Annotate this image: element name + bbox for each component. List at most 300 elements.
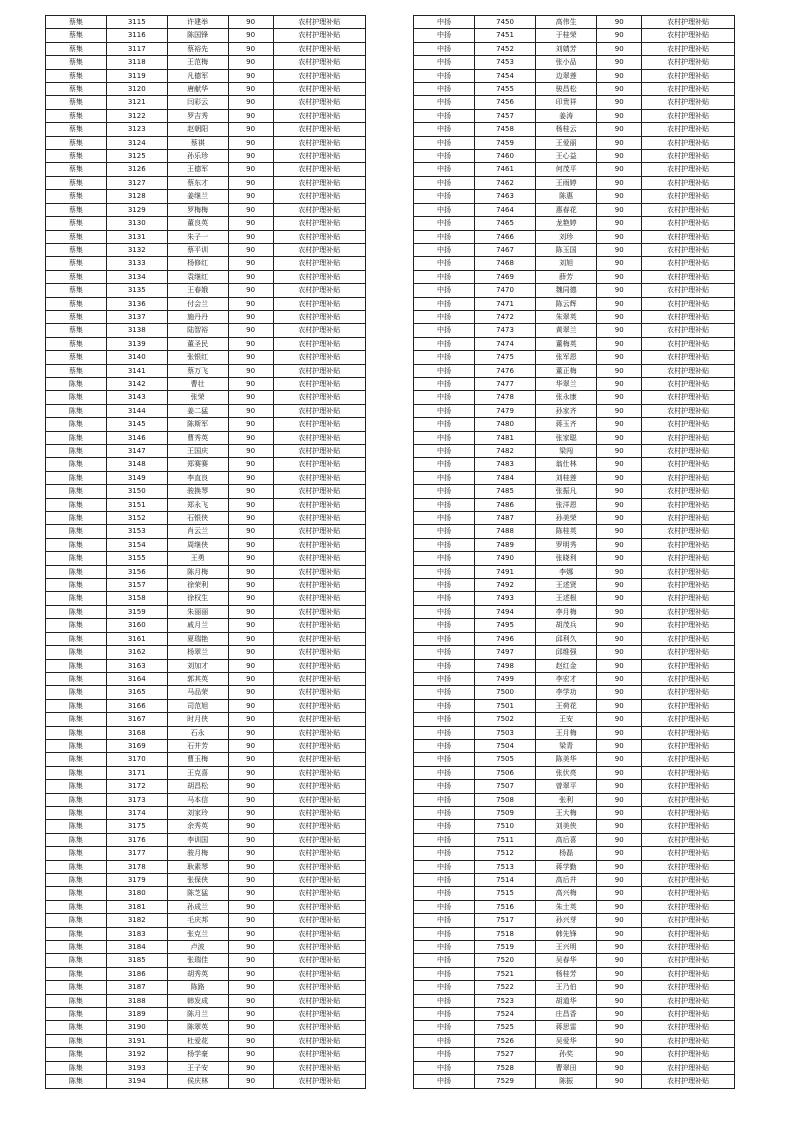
serial-number-cell: 7488 [475, 525, 536, 538]
amount-cell: 90 [228, 686, 273, 699]
town-cell: 陈集 [46, 753, 107, 766]
table-row [414, 525, 735, 538]
subsidy-type-cell: 农村护理补贴 [273, 726, 365, 739]
town-cell: 陈集 [46, 739, 107, 752]
town-cell: 蔡集 [46, 16, 107, 29]
table-row [414, 377, 735, 390]
subsidy-type-cell: 农村护理补贴 [642, 458, 735, 471]
recipient-name-cell: 孙成兰 [167, 900, 228, 913]
subsidy-type-cell: 农村护理补贴 [642, 431, 735, 444]
town-cell: 蔡集 [46, 270, 107, 283]
recipient-name-cell: 陈国锋 [167, 29, 228, 42]
table-row [414, 605, 735, 618]
amount-cell: 90 [228, 270, 273, 283]
town-cell: 中扬 [414, 337, 475, 350]
recipient-name-cell: 李娜 [536, 565, 597, 578]
recipient-name-cell: 蔡东才 [167, 176, 228, 189]
recipient-name-cell: 张永康 [536, 391, 597, 404]
amount-cell: 90 [228, 96, 273, 109]
amount-cell: 90 [228, 941, 273, 954]
subsidy-type-cell: 农村护理补贴 [642, 820, 735, 833]
subsidy-type-cell: 农村护理补贴 [642, 270, 735, 283]
recipient-name-cell: 刘珍 [536, 230, 597, 243]
subsidy-type-cell: 农村护理补贴 [273, 83, 365, 96]
recipient-name-cell: 施丹丹 [167, 310, 228, 323]
recipient-name-cell: 王安 [536, 713, 597, 726]
subsidy-type-cell: 农村护理补贴 [642, 471, 735, 484]
subsidy-type-cell: 农村护理补贴 [642, 1034, 735, 1047]
amount-cell: 90 [228, 565, 273, 578]
town-cell: 蔡集 [46, 150, 107, 163]
serial-number-cell: 7489 [475, 538, 536, 551]
amount-cell: 90 [228, 632, 273, 645]
town-cell: 蔡集 [46, 123, 107, 136]
subsidy-type-cell: 农村护理补贴 [273, 739, 365, 752]
table-row [414, 485, 735, 498]
table-row [46, 163, 366, 176]
town-cell: 中扬 [414, 927, 475, 940]
town-cell: 陈集 [46, 941, 107, 954]
amount-cell: 90 [228, 418, 273, 431]
table-row [46, 16, 366, 29]
serial-number-cell: 3131 [106, 230, 167, 243]
amount-cell: 90 [228, 552, 273, 565]
serial-number-cell: 3188 [106, 994, 167, 1007]
recipient-name-cell: 陈美华 [536, 753, 597, 766]
serial-number-cell: 7473 [475, 324, 536, 337]
table-row [46, 69, 366, 82]
serial-number-cell: 7516 [475, 900, 536, 913]
serial-number-cell: 7456 [475, 96, 536, 109]
town-cell: 中扬 [414, 418, 475, 431]
serial-number-cell: 7513 [475, 860, 536, 873]
serial-number-cell: 7468 [475, 257, 536, 270]
subsidy-type-cell: 农村护理补贴 [642, 1048, 735, 1061]
town-cell: 中扬 [414, 1075, 475, 1088]
recipient-name-cell: 杨修红 [167, 257, 228, 270]
table-row [46, 941, 366, 954]
table-row [46, 967, 366, 980]
amount-cell: 90 [597, 967, 642, 980]
amount-cell: 90 [597, 619, 642, 632]
recipient-name-cell: 李训国 [167, 833, 228, 846]
amount-cell: 90 [228, 699, 273, 712]
amount-cell: 90 [597, 150, 642, 163]
amount-cell: 90 [228, 190, 273, 203]
serial-number-cell: 3151 [106, 498, 167, 511]
subsidy-type-cell: 农村护理补贴 [273, 1008, 365, 1021]
recipient-name-cell: 朱士英 [536, 900, 597, 913]
subsidy-type-cell: 农村护理补贴 [642, 230, 735, 243]
recipient-name-cell: 骏换琴 [167, 485, 228, 498]
recipient-name-cell: 赵红金 [536, 659, 597, 672]
table-row [414, 217, 735, 230]
amount-cell: 90 [597, 874, 642, 887]
amount-cell: 90 [597, 485, 642, 498]
recipient-name-cell: 刘桂莲 [536, 471, 597, 484]
table-row [46, 833, 366, 846]
recipient-name-cell: 杨翠兰 [167, 646, 228, 659]
recipient-name-cell: 郭其英 [167, 672, 228, 685]
recipient-name-cell: 骏月梅 [167, 847, 228, 860]
serial-number-cell: 3140 [106, 351, 167, 364]
amount-cell: 90 [597, 418, 642, 431]
subsidy-type-cell: 农村护理补贴 [642, 525, 735, 538]
town-cell: 中扬 [414, 672, 475, 685]
serial-number-cell: 7474 [475, 337, 536, 350]
table-row [46, 243, 366, 256]
serial-number-cell: 3139 [106, 337, 167, 350]
serial-number-cell: 7518 [475, 927, 536, 940]
amount-cell: 90 [597, 404, 642, 417]
table-row [414, 512, 735, 525]
town-cell: 陈集 [46, 860, 107, 873]
subsidy-type-cell: 农村护理补贴 [642, 1061, 735, 1074]
serial-number-cell: 3175 [106, 820, 167, 833]
amount-cell: 90 [228, 310, 273, 323]
amount-cell: 90 [228, 874, 273, 887]
town-cell: 中扬 [414, 176, 475, 189]
amount-cell: 90 [597, 270, 642, 283]
amount-cell: 90 [228, 431, 273, 444]
recipient-name-cell: 边翠莲 [536, 69, 597, 82]
recipient-name-cell: 刘家玲 [167, 806, 228, 819]
subsidy-type-cell: 农村护理补贴 [642, 1075, 735, 1088]
table-row [46, 954, 366, 967]
subsidy-type-cell: 农村护理补贴 [273, 994, 365, 1007]
serial-number-cell: 3164 [106, 672, 167, 685]
serial-number-cell: 7510 [475, 820, 536, 833]
serial-number-cell: 7517 [475, 914, 536, 927]
serial-number-cell: 7491 [475, 565, 536, 578]
recipient-name-cell: 蒋思雷 [536, 1021, 597, 1034]
serial-number-cell: 3173 [106, 793, 167, 806]
town-cell: 中扬 [414, 351, 475, 364]
recipient-name-cell: 骏昌松 [536, 83, 597, 96]
subsidy-type-cell: 农村护理补贴 [273, 793, 365, 806]
town-cell: 中扬 [414, 83, 475, 96]
town-cell: 蔡集 [46, 29, 107, 42]
subsidy-type-cell: 农村护理补贴 [642, 780, 735, 793]
serial-number-cell: 3161 [106, 632, 167, 645]
recipient-name-cell: 董圣民 [167, 337, 228, 350]
serial-number-cell: 3171 [106, 766, 167, 779]
table-row [414, 1021, 735, 1034]
serial-number-cell: 3194 [106, 1075, 167, 1088]
serial-number-cell: 7471 [475, 297, 536, 310]
subsidy-type-cell: 农村护理补贴 [642, 83, 735, 96]
amount-cell: 90 [228, 404, 273, 417]
town-cell: 陈集 [46, 538, 107, 551]
subsidy-type-cell: 农村护理补贴 [273, 753, 365, 766]
table-row [414, 646, 735, 659]
subsidy-type-cell: 农村护理补贴 [273, 136, 365, 149]
table-row [46, 1061, 366, 1074]
table-row [46, 445, 366, 458]
serial-number-cell: 3145 [106, 418, 167, 431]
town-cell: 陈集 [46, 699, 107, 712]
subsidy-type-cell: 农村护理补贴 [273, 1061, 365, 1074]
amount-cell: 90 [228, 538, 273, 551]
serial-number-cell: 3141 [106, 364, 167, 377]
town-cell: 陈集 [46, 967, 107, 980]
amount-cell: 90 [228, 793, 273, 806]
serial-number-cell: 7480 [475, 418, 536, 431]
amount-cell: 90 [597, 900, 642, 913]
recipient-name-cell: 罗明秀 [536, 538, 597, 551]
recipient-name-cell: 司范旭 [167, 699, 228, 712]
table-row [414, 726, 735, 739]
serial-number-cell: 7495 [475, 619, 536, 632]
table-row [414, 123, 735, 136]
amount-cell: 90 [228, 458, 273, 471]
table-row [414, 793, 735, 806]
serial-number-cell: 7465 [475, 217, 536, 230]
serial-number-cell: 7462 [475, 176, 536, 189]
table-row [46, 377, 366, 390]
town-cell: 中扬 [414, 686, 475, 699]
recipient-name-cell: 王勇 [167, 552, 228, 565]
table-row [46, 860, 366, 873]
recipient-name-cell: 张洋恩 [536, 498, 597, 511]
amount-cell: 90 [228, 337, 273, 350]
recipient-name-cell: 袁继红 [167, 270, 228, 283]
town-cell: 蔡集 [46, 364, 107, 377]
amount-cell: 90 [228, 297, 273, 310]
town-cell: 陈集 [46, 981, 107, 994]
table-row [46, 431, 366, 444]
recipient-name-cell: 高兴梅 [536, 887, 597, 900]
subsidy-type-cell: 农村护理补贴 [273, 525, 365, 538]
town-cell: 陈集 [46, 431, 107, 444]
serial-number-cell: 3189 [106, 1008, 167, 1021]
amount-cell: 90 [597, 941, 642, 954]
serial-number-cell: 7524 [475, 1008, 536, 1021]
serial-number-cell: 3137 [106, 310, 167, 323]
recipient-name-cell: 王乃伯 [536, 981, 597, 994]
town-cell: 陈集 [46, 887, 107, 900]
table-row [414, 270, 735, 283]
serial-number-cell: 3192 [106, 1048, 167, 1061]
amount-cell: 90 [597, 994, 642, 1007]
town-cell: 中扬 [414, 739, 475, 752]
table-row [414, 391, 735, 404]
town-cell: 中扬 [414, 377, 475, 390]
amount-cell: 90 [228, 766, 273, 779]
serial-number-cell: 3177 [106, 847, 167, 860]
recipient-name-cell: 杨磊 [536, 847, 597, 860]
amount-cell: 90 [228, 16, 273, 29]
table-row [414, 659, 735, 672]
recipient-name-cell: 黄翠兰 [536, 324, 597, 337]
town-cell: 中扬 [414, 69, 475, 82]
subsidy-type-cell: 农村护理补贴 [273, 887, 365, 900]
serial-number-cell: 7453 [475, 56, 536, 69]
subsidy-type-cell: 农村护理补贴 [642, 324, 735, 337]
recipient-name-cell: 胡道华 [536, 994, 597, 1007]
serial-number-cell: 7503 [475, 726, 536, 739]
serial-number-cell: 3146 [106, 431, 167, 444]
subsidy-type-cell: 农村护理补贴 [642, 739, 735, 752]
serial-number-cell: 3142 [106, 377, 167, 390]
recipient-name-cell: 陈云辉 [536, 297, 597, 310]
recipient-name-cell: 周继侠 [167, 538, 228, 551]
recipient-name-cell: 张晓利 [536, 552, 597, 565]
serial-number-cell: 7494 [475, 605, 536, 618]
town-cell: 蔡集 [46, 203, 107, 216]
serial-number-cell: 3138 [106, 324, 167, 337]
subsidy-type-cell: 农村护理补贴 [642, 284, 735, 297]
table-row [46, 29, 366, 42]
table-row [46, 766, 366, 779]
amount-cell: 90 [228, 713, 273, 726]
amount-cell: 90 [597, 96, 642, 109]
town-cell: 中扬 [414, 592, 475, 605]
table-row [414, 310, 735, 323]
amount-cell: 90 [597, 445, 642, 458]
table-row [414, 766, 735, 779]
recipient-name-cell: 徐荣利 [167, 579, 228, 592]
table-row [414, 565, 735, 578]
town-cell: 陈集 [46, 994, 107, 1007]
serial-number-cell: 7499 [475, 672, 536, 685]
town-cell: 陈集 [46, 471, 107, 484]
subsidy-type-cell: 农村护理补贴 [642, 900, 735, 913]
table-row [46, 324, 366, 337]
town-cell: 陈集 [46, 766, 107, 779]
serial-number-cell: 7509 [475, 806, 536, 819]
subsidy-type-cell: 农村护理补贴 [642, 592, 735, 605]
town-cell: 中扬 [414, 404, 475, 417]
subsidy-type-cell: 农村护理补贴 [273, 646, 365, 659]
serial-number-cell: 7490 [475, 552, 536, 565]
town-cell: 蔡集 [46, 176, 107, 189]
table-row [46, 820, 366, 833]
table-row [414, 847, 735, 860]
table-row [46, 793, 366, 806]
town-cell: 蔡集 [46, 96, 107, 109]
town-cell: 中扬 [414, 726, 475, 739]
subsidy-type-cell: 农村护理补贴 [642, 163, 735, 176]
table-row [46, 525, 366, 538]
subsidy-type-cell: 农村护理补贴 [642, 686, 735, 699]
subsidy-type-cell: 农村护理补贴 [273, 565, 365, 578]
recipient-name-cell: 孙奖 [536, 1048, 597, 1061]
subsidy-type-cell: 农村护理补贴 [273, 230, 365, 243]
town-cell: 蔡集 [46, 257, 107, 270]
recipient-name-cell: 于桂荣 [536, 29, 597, 42]
recipient-name-cell: 石井芳 [167, 739, 228, 752]
recipient-name-cell: 董梅英 [536, 337, 597, 350]
town-cell: 中扬 [414, 1048, 475, 1061]
table-row [46, 351, 366, 364]
subsidy-type-cell: 农村护理补贴 [273, 96, 365, 109]
town-cell: 陈集 [46, 605, 107, 618]
recipient-name-cell: 杨桂芳 [536, 967, 597, 980]
recipient-name-cell: 胡茂兵 [536, 619, 597, 632]
table-row [46, 1048, 366, 1061]
table-row [46, 471, 366, 484]
recipient-name-cell: 陈玉国 [536, 243, 597, 256]
town-cell: 中扬 [414, 605, 475, 618]
serial-number-cell: 7520 [475, 954, 536, 967]
serial-number-cell: 3150 [106, 485, 167, 498]
subsidy-type-cell: 农村护理补贴 [273, 874, 365, 887]
town-cell: 陈集 [46, 793, 107, 806]
table-row [46, 203, 366, 216]
amount-cell: 90 [597, 136, 642, 149]
amount-cell: 90 [597, 83, 642, 96]
town-cell: 中扬 [414, 994, 475, 1007]
town-cell: 中扬 [414, 136, 475, 149]
amount-cell: 90 [597, 820, 642, 833]
table-row [414, 833, 735, 846]
amount-cell: 90 [228, 806, 273, 819]
recipient-name-cell: 李直良 [167, 471, 228, 484]
town-cell: 蔡集 [46, 297, 107, 310]
town-cell: 陈集 [46, 833, 107, 846]
serial-number-cell: 3149 [106, 471, 167, 484]
serial-number-cell: 7472 [475, 310, 536, 323]
recipient-name-cell: 马品荣 [167, 686, 228, 699]
serial-number-cell: 7461 [475, 163, 536, 176]
table-row [414, 176, 735, 189]
table-row [414, 109, 735, 122]
table-row [46, 713, 366, 726]
serial-number-cell: 3160 [106, 619, 167, 632]
amount-cell: 90 [228, 364, 273, 377]
serial-number-cell: 7481 [475, 431, 536, 444]
amount-cell: 90 [597, 310, 642, 323]
town-cell: 中扬 [414, 445, 475, 458]
serial-number-cell: 3180 [106, 887, 167, 900]
amount-cell: 90 [228, 646, 273, 659]
town-cell: 陈集 [46, 485, 107, 498]
serial-number-cell: 3121 [106, 96, 167, 109]
recipient-name-cell: 王国庆 [167, 445, 228, 458]
subsidy-type-cell: 农村护理补贴 [642, 203, 735, 216]
table-row [414, 619, 735, 632]
subsidy-type-cell: 农村护理补贴 [273, 176, 365, 189]
town-cell: 中扬 [414, 954, 475, 967]
serial-number-cell: 7512 [475, 847, 536, 860]
amount-cell: 90 [228, 324, 273, 337]
town-cell: 中扬 [414, 42, 475, 55]
table-row [46, 887, 366, 900]
amount-cell: 90 [228, 445, 273, 458]
recipient-name-cell: 王春娥 [167, 284, 228, 297]
recipient-name-cell: 陈振 [536, 1075, 597, 1088]
amount-cell: 90 [228, 109, 273, 122]
amount-cell: 90 [597, 525, 642, 538]
serial-number-cell: 3155 [106, 552, 167, 565]
town-cell: 中扬 [414, 793, 475, 806]
table-row [414, 699, 735, 712]
subsidy-type-cell: 农村护理补贴 [642, 579, 735, 592]
town-cell: 中扬 [414, 230, 475, 243]
recipient-name-cell: 张克兰 [167, 927, 228, 940]
subsidy-type-cell: 农村护理补贴 [642, 29, 735, 42]
serial-number-cell: 3156 [106, 565, 167, 578]
amount-cell: 90 [228, 1021, 273, 1034]
recipient-name-cell: 吴春华 [536, 954, 597, 967]
amount-cell: 90 [597, 739, 642, 752]
subsidy-type-cell: 农村护理补贴 [642, 217, 735, 230]
amount-cell: 90 [597, 123, 642, 136]
subsidy-type-cell: 农村护理补贴 [273, 56, 365, 69]
subsidy-type-cell: 农村护理补贴 [642, 847, 735, 860]
town-cell: 中扬 [414, 284, 475, 297]
